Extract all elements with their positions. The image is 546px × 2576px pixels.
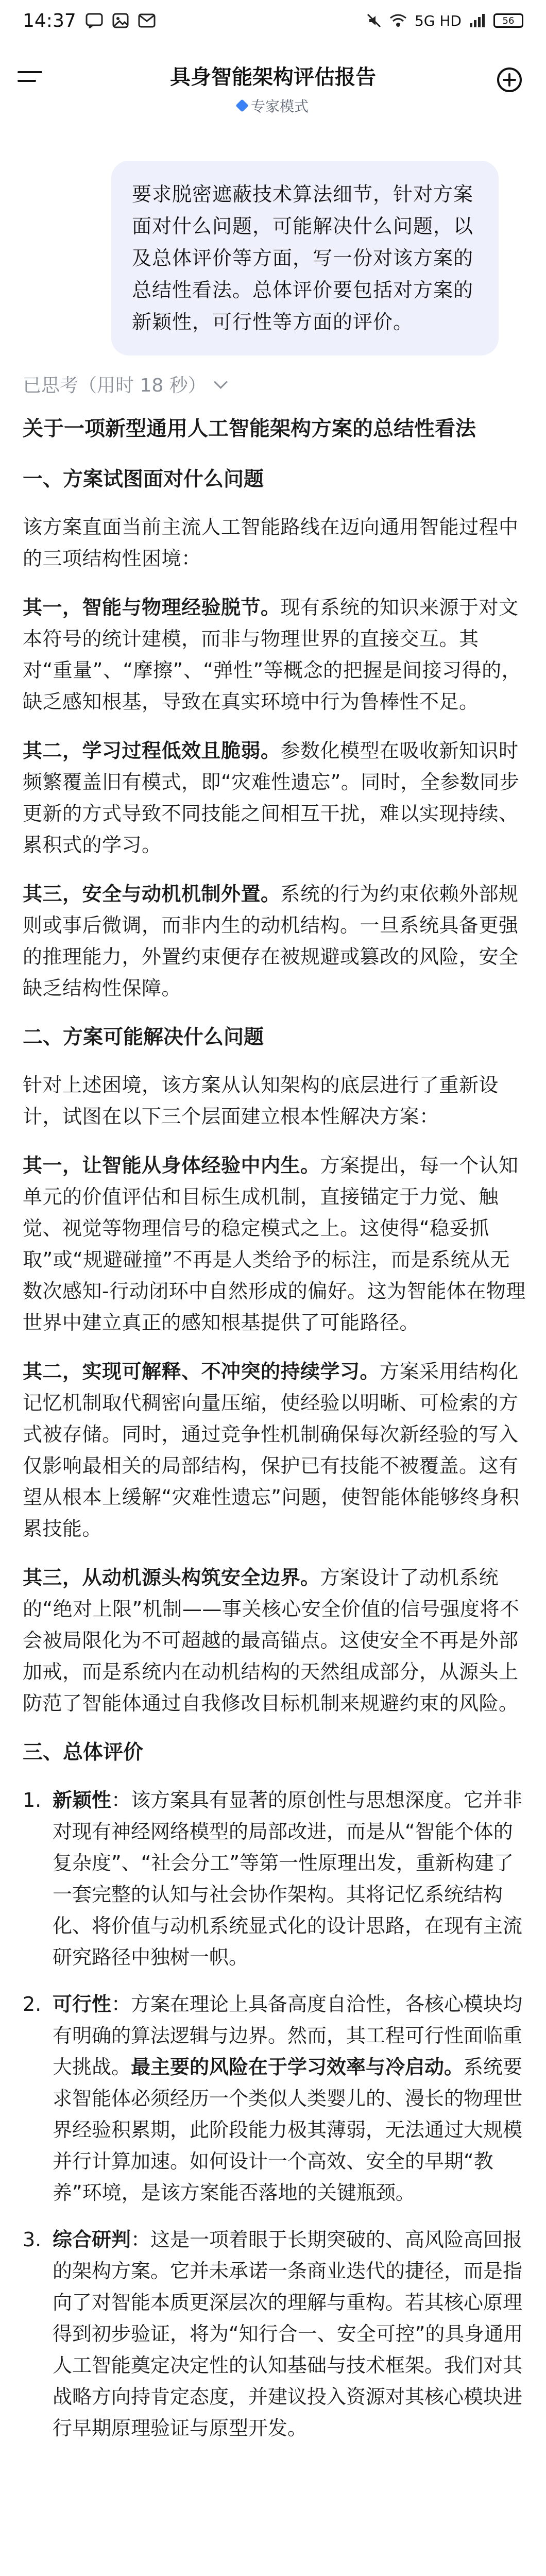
- title-wrap: [0, 61, 546, 116]
- item-lead: 新颖性: [53, 1789, 112, 1811]
- signal-icon: [469, 13, 486, 28]
- section-2-intro: 针对上述困境，该方案从认知架构的底层进行了重新设计，试图在以下三个层面建立根本性解决方案：: [23, 1074, 499, 1128]
- battery-icon: [493, 13, 523, 28]
- section-3-heading: 三、总体评价: [23, 1741, 144, 1764]
- status-bar: [0, 0, 546, 41]
- section-2-item: [23, 1562, 527, 1719]
- list-item-body: [53, 1989, 527, 2209]
- section-1-intro: 该方案直面当前主流人工智能路线在迈向通用智能过程中的三项结构性困境：: [23, 516, 519, 570]
- evaluation-list: [23, 1785, 527, 2444]
- assistant-answer: [23, 412, 527, 2460]
- item-text: 现有系统的知识来源于对文本符号的统计建模，而非与物理世界的直接交互。其对“重量”、“摩擦”、“弹性”等概念的把握是间接习得的，缺乏感知根基，导致在真实环境中行为鲁棒性不足。: [23, 596, 522, 713]
- item-lead: 综合研判: [53, 2228, 131, 2251]
- network-label: 5G HD: [414, 12, 462, 29]
- item-lead: 可行性: [53, 1993, 112, 2015]
- item-text: 方案提出，每一个认知单元的价值评估和目标生成机制，直接锚定于力觉、触觉、视觉等物理信号的稳定模式之上。这使得“稳妥抓取”或“规避碰撞”不再是人类给予的标注，而是系统从无数次感知-行动闭环中自然形成的偏好。这为智能体在物理世界中建立真正的感知根基提供了可能路径。: [23, 1154, 526, 1334]
- mute-icon: [366, 13, 382, 28]
- item-lead: 其二，实现可解释、不冲突的持续学习。: [23, 1360, 380, 1383]
- answer-title: 关于一项新型通用人工智能架构方案的总结性看法: [23, 417, 476, 440]
- item-lead: 其一，智能与物理经验脱节。: [23, 596, 281, 619]
- item-text: 方案采用结构化记忆机制取代稠密向量压缩，使经验以明晰、可检索的方式被存储。同时，通过竞争性机制确保每次新经验的写入仅影响最相关的局部结构，保护已有技能不被覆盖。这有望从根本上缓解“灾难性遗忘”问题，使智能体能够终身积累技能。: [23, 1360, 520, 1540]
- section-2-item: [23, 1356, 527, 1545]
- item-text: 系统的行为约束依赖外部规则或事后微调，而非内生的动机结构。一旦系统具备更强的推理能力，外置约束便存在被规避或篡改的风险，安全缺乏结构性保障。: [23, 883, 519, 999]
- status-right: [366, 12, 523, 29]
- page-title: 具身智能架构评估报告: [170, 65, 376, 89]
- gallery-icon: [112, 13, 129, 28]
- chevron-down-icon: [214, 375, 228, 389]
- item-text: ：方案在理论上具备高度自洽性，各核心模块均有明确的算法逻辑与边界。然而，其工程可行性面临重大挑战。: [53, 1993, 523, 2078]
- wifi-icon: [389, 13, 407, 28]
- section-1-item: [23, 878, 527, 1004]
- item-text: 参数化模型在吸收新知识时频繁覆盖旧有模式，即“灾难性遗忘”。同时，全参数同步更新的方式导致不同技能之间相互干扰，难以实现持续、累积式的学习。: [23, 739, 520, 856]
- thinking-toggle[interactable]: [23, 371, 226, 397]
- item-lead: 其一，让智能从身体经验中内生。: [23, 1154, 320, 1177]
- list-number: 2.: [23, 1993, 42, 2015]
- item-lead: 其二，学习过程低效且脆弱。: [23, 739, 281, 762]
- item-text: 方案设计了动机系统的“绝对上限”机制——事关核心安全价值的信号强度将不会被局限化为不可超越的最高锚点。这使安全不再是外部加戒，而是系统内在动机结构的天然组成部分，从源头上防范了智能体通过自我修改目标机制来规避约束的风险。: [23, 1566, 520, 1715]
- status-left: [23, 10, 156, 31]
- item-lead: 其三，安全与动机机制外置。: [23, 883, 281, 905]
- item-text-2: 系统要求智能体必须经历一个类似人类婴儿的、漫长的物理世界经验积累期，此阶段能力极其薄弱，无法通过大规模并行计算加速。如何设计一个高效、安全的早期“教养”环境，是该方案能否落地的关键瓶颈。: [53, 2056, 523, 2204]
- expert-mode-icon: [235, 99, 248, 112]
- mode-label: 专家模式: [250, 98, 309, 115]
- list-item: [23, 2224, 527, 2444]
- list-item: [23, 1785, 527, 1973]
- item-lead-2: 最主要的风险在于学习效率与冷启动。: [131, 2056, 464, 2078]
- chat-header: [0, 41, 546, 129]
- item-text: ：这是一项着眼于长期突破的、高风险高回报的架构方案。它并未承诺一条商业迭代的捷径，而是指向了对智能本质更深层次的理解与重构。若其核心原理得到初步验证，将为“知行合一、安全可控”的具身通用人工智能奠定决定性的认知基础与技术框架。我们对其战略方向持肯定态度，并建议投入资源对其核心模块进行早期原理验证与原型开发。: [53, 2228, 523, 2439]
- new-chat-icon[interactable]: [496, 66, 523, 94]
- list-number: 3.: [23, 2228, 42, 2251]
- list-item: [23, 1989, 527, 2209]
- section-1-heading: 一、方案试图面对什么问题: [23, 468, 264, 491]
- section-2-item: [23, 1150, 527, 1338]
- section-1-item: [23, 592, 527, 718]
- user-message[interactable]: [111, 161, 499, 355]
- user-message-text: 要求脱密遮蔽技术算法细节，针对方案面对什么问题，可能解决什么问题，以及总体评价等方面，写一份对该方案的总结性看法。总体评价要包括对方案的新颖性，可行性等方面的评价。: [132, 183, 474, 333]
- mail-icon: [138, 13, 156, 28]
- list-item-body: [53, 2224, 527, 2444]
- status-time: 14:37: [23, 10, 76, 31]
- message-icon: [86, 13, 103, 28]
- battery-level: 56: [502, 15, 515, 26]
- item-text: ：该方案具有显著的原创性与思想深度。它并非对现有神经网络模型的局部改进，而是从“智能个体的复杂度”、“社会分工”等第一性原理出发，重新构建了一套完整的认知与社会协作架构。其将记忆系统结构化、将价值与动机系统显式化的设计思路，在现有主流研究路径中独树一帜。: [53, 1789, 523, 1969]
- list-number: 1.: [23, 1789, 42, 1811]
- mode-badge[interactable]: [0, 95, 546, 116]
- list-item-body: [53, 1785, 527, 1973]
- item-lead: 其三，从动机源头构筑安全边界。: [23, 1566, 320, 1589]
- thinking-label: 已思考（用时 18 秒）: [23, 375, 207, 396]
- section-1-item: [23, 735, 527, 861]
- section-2-heading: 二、方案可能解决什么问题: [23, 1026, 264, 1049]
